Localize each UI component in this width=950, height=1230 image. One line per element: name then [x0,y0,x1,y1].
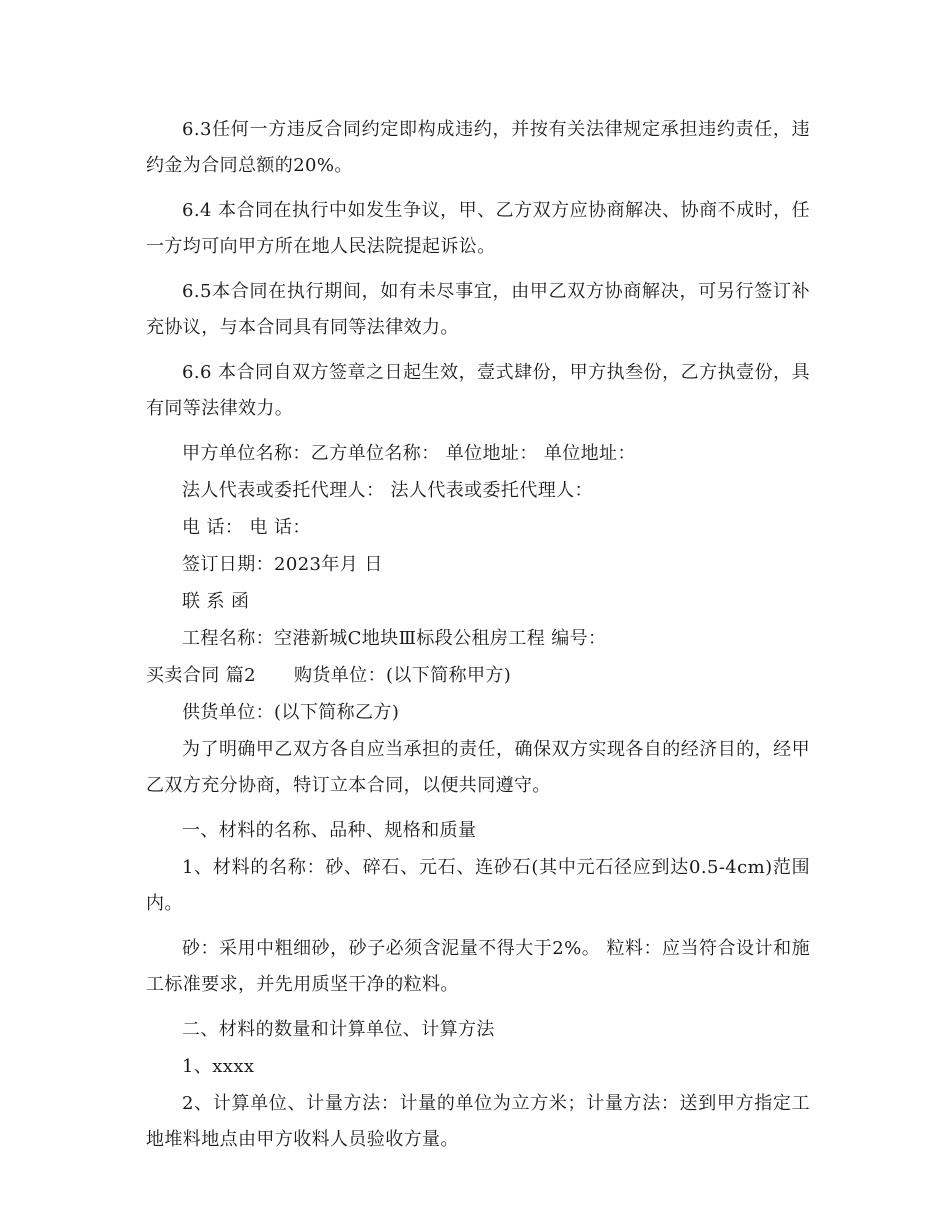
section-2-item-1: 1、xxxx [182,1056,255,1077]
section-1-item-1: 1、材料的名称：砂、碎石、元石、连砂石(其中元石径应到达0.5-4cm)范围内。 [146,857,810,914]
signature-units: 甲方单位名称：乙方单位名称： 单位地址： 单位地址： [182,443,636,464]
document-body [146,112,810,1167]
letter-title: 联 系 函 [182,591,250,612]
section-1-sand-spec: 砂：采用中粗细砂，砂子必须含泥量不得大于2%。 粒料：应当符合设计和施工标准要求，并先用质坚干净的粒料。 [146,938,810,995]
clause-6-6: 6.6 本合同自双方签章之日起生效，壹式肆份，甲方执叁份，乙方执壹份，具有同等法律效力。 [146,362,810,419]
contract2-intro: 为了明确甲乙双方各自应当承担的责任，确保双方实现各自的经济目的，经甲乙双方充分协商，特订立本合同，以便共同遵守。 [146,739,810,796]
contract2-supplier: 供货单位：(以下简称乙方) [182,702,400,723]
letter-project-name: 工程名称：空港新城C地块Ⅲ标段公租房工程 编号： [182,628,607,649]
clause-6-4: 6.4 本合同在执行中如发生争议，甲、乙方双方应协商解决、协商不成时，任一方均可向甲方所在地人民法院提起诉讼。 [146,200,810,257]
signature-representatives: 法人代表或委托代理人： 法人代表或委托代理人： [182,480,593,501]
clause-6-5: 6.5本合同在执行期间，如有未尽事宜，由甲乙双方协商解决，可另行签订补充协议，与本合同具有同等法律效力。 [146,281,810,338]
contract2-buyer: 购货单位：(以下简称甲方) [293,665,512,686]
section-1-title: 一、材料的名称、品种、规格和质量 [182,820,477,841]
contract2-heading-row [146,658,810,694]
signature-date: 签订日期：2023年月 日 [182,554,383,575]
clause-6-3: 6.3任何一方违反合同约定即构成违约，并按有关法律规定承担违约责任，违约金为合同总额的20%。 [146,119,810,176]
section-2-title: 二、材料的数量和计算单位、计算方法 [182,1019,495,1040]
contract2-heading: 买卖合同 篇2 [146,665,256,686]
section-2-item-2: 2、计算单位、计量方法：计量的单位为立方米；计量方法：送到甲方指定工地堆料地点由甲方收料人员验收方量。 [146,1093,810,1150]
signature-phones: 电 话： 电 话： [182,517,311,538]
